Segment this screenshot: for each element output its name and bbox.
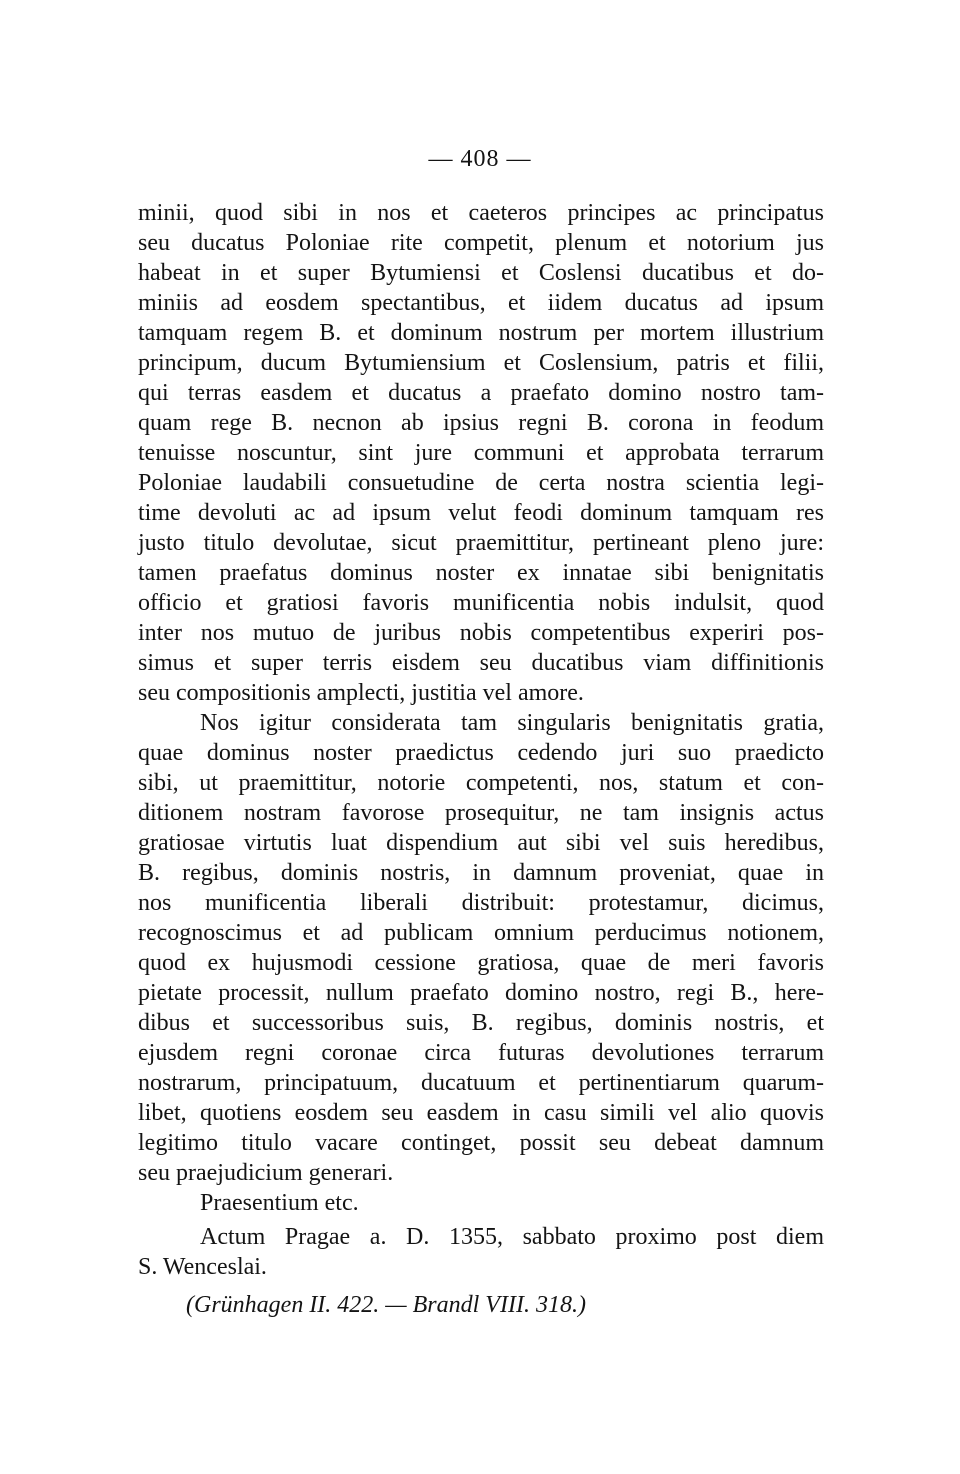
text-line: simus et super terris eisdem seu ducatibus viam diffinitionis bbox=[138, 650, 824, 676]
text-line: nostrarum, principatuum, ducatuum et pertinentiarum quarum- bbox=[138, 1070, 824, 1096]
text-line: tamen praefatus dominus noster ex innatae sibi benignitatis bbox=[138, 560, 824, 586]
body-text bbox=[138, 198, 824, 1320]
text-line: ejusdem regni coronae circa futuras devolutiones terrarum bbox=[138, 1040, 824, 1066]
text-line: gratiosae virtutis luat dispendium aut sibi vel suis heredibus, bbox=[138, 830, 824, 856]
paragraph-2 bbox=[138, 708, 824, 1188]
text-line: quam rege B. necnon ab ipsius regni B. corona in feodum bbox=[138, 410, 824, 436]
text-line: justo titulo devolutae, sicut praemittitur, pertineant pleno jure: bbox=[138, 530, 824, 556]
text-line: officio et gratiosi favoris munificentia nobis indulsit, quod bbox=[138, 590, 824, 616]
text-line: seu praejudicium generari. bbox=[138, 1160, 394, 1186]
closing-formula: Praesentium etc. bbox=[200, 1190, 359, 1216]
text-line: Actum Pragae a. D. 1355, sabbato proximo post diem bbox=[200, 1224, 824, 1250]
text-line: libet, quotiens eosdem seu easdem in casu simili vel alio quovis bbox=[138, 1100, 824, 1126]
text-line: seu compositionis amplecti, justitia vel amore. bbox=[138, 680, 584, 706]
text-line: pietate processit, nullum praefato domino nostro, regi B., here- bbox=[138, 980, 824, 1006]
text-line: minii, quod sibi in nos et caeteros principes ac principatus bbox=[138, 200, 824, 226]
text-line: ditionem nostram favorose prosequitur, ne tam insignis actus bbox=[138, 800, 824, 826]
text-line: Poloniae laudabili consuetudine de certa nostra scientia legi- bbox=[138, 470, 824, 496]
paragraph-1 bbox=[138, 198, 824, 708]
text-line: dibus et successoribus suis, B. regibus, dominis nostris, et bbox=[138, 1010, 824, 1036]
text-line: Nos igitur considerata tam singularis benignitatis gratia, bbox=[200, 710, 824, 736]
source-citation: (Grünhagen II. 422. — Brandl VIII. 318.) bbox=[186, 1292, 586, 1318]
text-line: sibi, ut praemittitur, notorie competenti, nos, statum et con- bbox=[138, 770, 824, 796]
text-line: miniis ad eosdem spectantibus, et iidem ducatus ad ipsum bbox=[138, 290, 824, 316]
text-line: quod ex hujusmodi cessione gratiosa, quae de meri favoris bbox=[138, 950, 824, 976]
text-line: B. regibus, dominis nostris, in damnum proveniat, quae in bbox=[138, 860, 824, 886]
text-line: legitimo titulo vacare continget, possit seu debeat damnum bbox=[138, 1130, 824, 1156]
page-number: — 408 — bbox=[428, 146, 532, 172]
text-line: tenuisse noscuntur, sint jure communi et approbata terrarum bbox=[138, 440, 824, 466]
text-line: nos munificentia liberali distribuit: protestamur, dicimus, bbox=[138, 890, 824, 916]
text-line: habeat in et super Bytumiensi et Coslensi ducatibus et do- bbox=[138, 260, 824, 286]
actum-paragraph bbox=[138, 1222, 824, 1282]
text-line: inter nos mutuo de juribus nobis competentibus experiri pos- bbox=[138, 620, 824, 646]
text-line: quae dominus noster praedictus cedendo juri suo praedicto bbox=[138, 740, 824, 766]
text-line: tamquam regem B. et dominum nostrum per mortem illustrium bbox=[138, 320, 824, 346]
text-line: qui terras easdem et ducatus a praefato domino nostro tam- bbox=[138, 380, 824, 406]
text-line: seu ducatus Poloniae rite competit, plenum et notorium jus bbox=[138, 230, 824, 256]
text-line: recognoscimus et ad publicam omnium perducimus notionem, bbox=[138, 920, 824, 946]
text-line: principum, ducum Bytumiensium et Coslensium, patris et filii, bbox=[138, 350, 824, 376]
text-line: time devoluti ac ad ipsum velut feodi dominum tamquam res bbox=[138, 500, 824, 526]
text-line: S. Wenceslai. bbox=[138, 1254, 267, 1280]
